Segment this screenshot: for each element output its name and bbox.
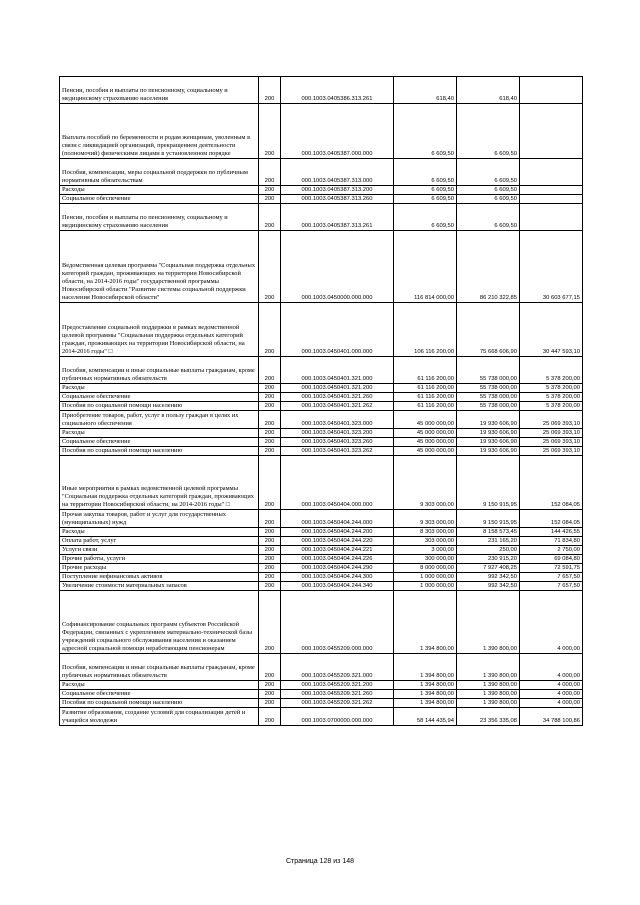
row-executed-cell: 75 668 606,90	[457, 303, 520, 357]
row-name-cell: Пособия по социальной помощи населению	[60, 699, 259, 708]
row-line-code-cell: 200	[259, 303, 281, 357]
row-name-cell: Расходы	[60, 429, 259, 438]
row-name-cell: Пособия, компенсации, меры социальной поддержки по публичным нормативным обязательствам	[60, 159, 259, 186]
row-budget-code-cell: 000.1003.0450401.321.000	[281, 357, 394, 384]
row-remaining-cell: 25 069 393,10	[520, 429, 583, 438]
row-executed-cell: 1 390 800,00	[457, 690, 520, 699]
row-name-cell: Пособия, компенсации и иные социальные выплаты гражданам, кроме публичных нормативных обязательств	[60, 357, 259, 384]
row-name-cell: Пенсии, пособия и выплаты по пенсионному, социальному и медицинскому страхованию населения	[60, 204, 259, 231]
row-line-code-cell: 200	[259, 357, 281, 384]
table-row	[60, 564, 583, 573]
row-executed-cell: 55 738 000,00	[457, 402, 520, 411]
row-executed-cell: 55 738 000,00	[457, 393, 520, 402]
row-executed-cell: 19 930 606,90	[457, 411, 520, 429]
row-approved-cell: 8 000 000,00	[394, 564, 457, 573]
row-approved-cell: 45 000 000,00	[394, 429, 457, 438]
table-row	[60, 654, 583, 681]
row-budget-code-cell: 000.1003.0700000.000.000	[281, 708, 394, 726]
table-row	[60, 537, 583, 546]
row-approved-cell: 6 609,50	[394, 159, 457, 186]
table-row	[60, 510, 583, 528]
row-name-cell: Пособия по социальной помощи населению	[60, 402, 259, 411]
row-name-cell: Социальное обеспечение	[60, 690, 259, 699]
row-line-code-cell: 200	[259, 528, 281, 537]
row-line-code-cell: 200	[259, 429, 281, 438]
row-approved-cell: 6 609,50	[394, 195, 457, 204]
table-row	[60, 528, 583, 537]
row-budget-code-cell: 000.1003.0450404.244.000	[281, 510, 394, 528]
row-remaining-cell: 4 000,00	[520, 699, 583, 708]
row-executed-cell: 250,00	[457, 546, 520, 555]
row-executed-cell: 55 738 000,00	[457, 357, 520, 384]
table-row	[60, 555, 583, 564]
table-row	[60, 393, 583, 402]
row-approved-cell: 61 116 200,00	[394, 357, 457, 384]
table-row	[60, 456, 583, 510]
row-line-code-cell: 200	[259, 555, 281, 564]
row-name-cell: Расходы	[60, 384, 259, 393]
row-name-cell: Приобретение товаров, работ, услуг в пользу граждан в целях их социального обеспечения	[60, 411, 259, 429]
row-executed-cell: 6 609,50	[457, 104, 520, 159]
page-footer	[0, 858, 640, 865]
row-line-code-cell: 200	[259, 690, 281, 699]
row-executed-cell: 8 158 573,45	[457, 528, 520, 537]
row-budget-code-cell: 000.1003.0405387.313.261	[281, 204, 394, 231]
row-executed-cell: 19 930 606,90	[457, 429, 520, 438]
row-budget-code-cell: 000.1003.0450404.244.300	[281, 573, 394, 582]
row-name-cell: Оплата работ, услуг	[60, 537, 259, 546]
row-budget-code-cell: 000.1003.0450401.323.200	[281, 429, 394, 438]
row-line-code-cell: 200	[259, 411, 281, 429]
row-executed-cell: 992 342,50	[457, 573, 520, 582]
row-approved-cell: 1 394 800,00	[394, 690, 457, 699]
row-line-code-cell: 200	[259, 195, 281, 204]
row-budget-code-cell: 000.1003.0450401.321.200	[281, 384, 394, 393]
row-line-code-cell: 200	[259, 564, 281, 573]
row-approved-cell: 1 394 800,00	[394, 654, 457, 681]
table-row	[60, 429, 583, 438]
row-line-code-cell: 200	[259, 447, 281, 456]
row-name-cell: Ведомственная целевая программа "Социальная поддержка отдельных категорий граждан, проживающих на территории Новосибирской области, на 2014-2016 годы" государственной программы Новосибирской области "Развитие системы социальной поддержки населения Новосибирской области"	[60, 231, 259, 303]
row-executed-cell: 618,40	[457, 77, 520, 104]
row-executed-cell: 9 150 915,95	[457, 456, 520, 510]
row-name-cell: Выплата пособий по беременности и родам женщинам, уволенным в связи с ликвидацией организаций, прекращением деятельности (полномочий) физическими лицами в установленном порядке	[60, 104, 259, 159]
row-line-code-cell: 200	[259, 384, 281, 393]
row-approved-cell: 3 000,00	[394, 546, 457, 555]
row-budget-code-cell: 000.1003.0450401.321.260	[281, 393, 394, 402]
row-approved-cell: 61 116 200,00	[394, 384, 457, 393]
page-number: Страница 128 из 148	[285, 858, 355, 865]
row-remaining-cell	[520, 204, 583, 231]
table-row	[60, 411, 583, 429]
row-remaining-cell	[520, 77, 583, 104]
table-row	[60, 186, 583, 195]
row-budget-code-cell: 000.1003.0450404.244.221	[281, 546, 394, 555]
row-name-cell: Социальное обеспечение	[60, 195, 259, 204]
table-row	[60, 402, 583, 411]
row-line-code-cell: 200	[259, 456, 281, 510]
row-remaining-cell: 7 657,50	[520, 573, 583, 582]
row-remaining-cell	[520, 195, 583, 204]
row-approved-cell: 8 303 000,00	[394, 528, 457, 537]
row-remaining-cell: 4 000,00	[520, 654, 583, 681]
row-approved-cell: 58 144 435,94	[394, 708, 457, 726]
row-approved-cell: 1 394 800,00	[394, 699, 457, 708]
row-approved-cell: 6 609,50	[394, 204, 457, 231]
row-name-cell: Предоставление социальной поддержки в рамках ведомственной целевой программы "Социальная поддержка отдельных категорий граждан, проживающих на территории Новосибирской области, на 2014-2016 годы" □	[60, 303, 259, 357]
row-line-code-cell: 200	[259, 231, 281, 303]
row-remaining-cell: 152 084,05	[520, 510, 583, 528]
row-budget-code-cell: 000.1003.0405387.313.260	[281, 195, 394, 204]
row-budget-code-cell: 000.1003.0405387.313.200	[281, 186, 394, 195]
row-line-code-cell: 200	[259, 681, 281, 690]
row-line-code-cell: 200	[259, 204, 281, 231]
row-approved-cell: 303 000,00	[394, 537, 457, 546]
row-executed-cell: 1 390 800,00	[457, 681, 520, 690]
row-remaining-cell: 144 426,55	[520, 528, 583, 537]
row-budget-code-cell: 000.1003.0455209.321.200	[281, 681, 394, 690]
row-remaining-cell: 152 084,05	[520, 456, 583, 510]
row-name-cell: Услуги связи	[60, 546, 259, 555]
table-row	[60, 303, 583, 357]
table-row	[60, 104, 583, 159]
row-line-code-cell: 200	[259, 654, 281, 681]
row-remaining-cell: 5 378 200,00	[520, 357, 583, 384]
table-row	[60, 582, 583, 591]
row-budget-code-cell: 000.1003.0450401.000.000	[281, 303, 394, 357]
row-executed-cell: 992 342,50	[457, 582, 520, 591]
table-row	[60, 708, 583, 726]
row-remaining-cell: 5 378 200,00	[520, 384, 583, 393]
row-name-cell: Прочая закупка товаров, работ и услуг для государственных (муниципальных) нужд	[60, 510, 259, 528]
row-approved-cell: 9 303 000,00	[394, 456, 457, 510]
table-row	[60, 438, 583, 447]
row-name-cell: Прочие работы, услуги	[60, 555, 259, 564]
row-approved-cell: 1 000 000,00	[394, 573, 457, 582]
row-name-cell: Расходы	[60, 681, 259, 690]
table-row	[60, 357, 583, 384]
row-line-code-cell: 200	[259, 546, 281, 555]
row-executed-cell: 231 165,20	[457, 537, 520, 546]
table-row	[60, 699, 583, 708]
row-line-code-cell: 200	[259, 591, 281, 654]
row-line-code-cell: 200	[259, 708, 281, 726]
row-executed-cell: 7 927 408,25	[457, 564, 520, 573]
table-row	[60, 77, 583, 104]
row-line-code-cell: 200	[259, 699, 281, 708]
row-executed-cell: 1 390 800,00	[457, 654, 520, 681]
table-row	[60, 195, 583, 204]
row-budget-code-cell: 000.1003.0450401.323.000	[281, 411, 394, 429]
row-line-code-cell: 200	[259, 159, 281, 186]
row-remaining-cell: 30 447 593,10	[520, 303, 583, 357]
row-line-code-cell: 200	[259, 537, 281, 546]
row-remaining-cell: 30 603 677,15	[520, 231, 583, 303]
row-name-cell: Поступление нефинансовых активов	[60, 573, 259, 582]
row-remaining-cell: 25 069 393,10	[520, 447, 583, 456]
row-remaining-cell: 7 657,50	[520, 582, 583, 591]
row-name-cell: Софинансирование социальных программ субъектов Российской Федерации, связанных с укреплением материально-технической базы учреждений социального обслуживания населения и оказанием адресной социальной помощи неработающим пенсионерам	[60, 591, 259, 654]
row-line-code-cell: 200	[259, 573, 281, 582]
row-remaining-cell: 25 069 393,10	[520, 411, 583, 429]
row-name-cell: Пособия, компенсации и иные социальные выплаты гражданам, кроме публичных нормативных обязательств	[60, 654, 259, 681]
row-line-code-cell: 200	[259, 186, 281, 195]
table-row	[60, 591, 583, 654]
row-executed-cell: 1 390 800,00	[457, 591, 520, 654]
row-executed-cell: 19 930 606,90	[457, 447, 520, 456]
row-remaining-cell: 69 084,80	[520, 555, 583, 564]
row-budget-code-cell: 000.1003.0450404.244.226	[281, 555, 394, 564]
row-name-cell: Социальное обеспечение	[60, 438, 259, 447]
row-budget-code-cell: 000.1003.0450404.244.340	[281, 582, 394, 591]
row-line-code-cell: 200	[259, 77, 281, 104]
row-remaining-cell: 71 834,80	[520, 537, 583, 546]
row-line-code-cell: 200	[259, 393, 281, 402]
table-row	[60, 681, 583, 690]
row-executed-cell: 6 609,50	[457, 204, 520, 231]
row-remaining-cell	[520, 104, 583, 159]
row-approved-cell: 61 116 200,00	[394, 393, 457, 402]
row-line-code-cell: 200	[259, 582, 281, 591]
row-approved-cell: 1 394 800,00	[394, 681, 457, 690]
table-row	[60, 159, 583, 186]
row-executed-cell: 9 150 915,95	[457, 510, 520, 528]
row-name-cell: Социальное обеспечение	[60, 393, 259, 402]
row-budget-code-cell: 000.1003.0455209.000.000	[281, 591, 394, 654]
row-budget-code-cell: 000.1003.0450401.323.262	[281, 447, 394, 456]
row-remaining-cell	[520, 159, 583, 186]
row-executed-cell: 1 390 800,00	[457, 699, 520, 708]
row-remaining-cell: 72 591,75	[520, 564, 583, 573]
row-budget-code-cell: 000.1003.0450401.321.262	[281, 402, 394, 411]
row-name-cell: Расходы	[60, 528, 259, 537]
row-budget-code-cell: 000.1003.0450000.000.000	[281, 231, 394, 303]
row-budget-code-cell: 000.1003.0450404.244.200	[281, 528, 394, 537]
row-budget-code-cell: 000.1003.0450401.323.260	[281, 438, 394, 447]
row-remaining-cell: 5 378 200,00	[520, 402, 583, 411]
row-budget-code-cell: 000.1003.0450404.244.290	[281, 564, 394, 573]
row-executed-cell: 86 210 322,85	[457, 231, 520, 303]
row-executed-cell: 230 915,20	[457, 555, 520, 564]
row-line-code-cell: 200	[259, 438, 281, 447]
row-approved-cell: 45 000 000,00	[394, 438, 457, 447]
budget-table-body	[60, 77, 583, 726]
row-budget-code-cell: 000.1003.0405387.313.000	[281, 159, 394, 186]
row-budget-code-cell: 000.1003.0405386.313.261	[281, 77, 394, 104]
row-budget-code-cell: 000.1003.0455209.321.260	[281, 690, 394, 699]
row-approved-cell: 6 609,50	[394, 104, 457, 159]
row-approved-cell: 1 394 800,00	[394, 591, 457, 654]
table-row	[60, 204, 583, 231]
row-name-cell: Пенсии, пособия и выплаты по пенсионному, социальному и медицинскому страхованию населения	[60, 77, 259, 104]
row-name-cell: Прочие расходы	[60, 564, 259, 573]
row-line-code-cell: 200	[259, 104, 281, 159]
row-approved-cell: 116 814 000,00	[394, 231, 457, 303]
budget-table	[59, 76, 583, 726]
row-name-cell: Пособия по социальной помощи населению	[60, 447, 259, 456]
row-budget-code-cell: 000.1003.0450404.244.220	[281, 537, 394, 546]
row-line-code-cell: 200	[259, 402, 281, 411]
row-name-cell: Развитие образования, создание условий для социализации детей и учащейся молодежи	[60, 708, 259, 726]
row-remaining-cell: 4 000,00	[520, 681, 583, 690]
row-budget-code-cell: 000.1003.0455209.321.000	[281, 654, 394, 681]
row-name-cell: Увеличение стоимости материальных запасов	[60, 582, 259, 591]
row-approved-cell: 1 000 000,00	[394, 582, 457, 591]
row-remaining-cell: 25 069 393,10	[520, 438, 583, 447]
row-remaining-cell: 4 000,00	[520, 690, 583, 699]
table-row	[60, 690, 583, 699]
row-executed-cell: 6 609,50	[457, 195, 520, 204]
table-row	[60, 546, 583, 555]
row-remaining-cell: 5 378 200,00	[520, 393, 583, 402]
row-approved-cell: 45 000 000,00	[394, 411, 457, 429]
row-executed-cell: 19 930 606,90	[457, 438, 520, 447]
table-row	[60, 231, 583, 303]
row-executed-cell: 6 609,50	[457, 159, 520, 186]
row-approved-cell: 300 000,00	[394, 555, 457, 564]
row-budget-code-cell: 000.1003.0455209.321.262	[281, 699, 394, 708]
row-budget-code-cell: 000.1003.0405387.000.000	[281, 104, 394, 159]
table-row	[60, 447, 583, 456]
row-approved-cell: 9 303 000,00	[394, 510, 457, 528]
row-approved-cell: 45 000 000,00	[394, 447, 457, 456]
row-remaining-cell: 34 788 100,86	[520, 708, 583, 726]
row-name-cell: Расходы	[60, 186, 259, 195]
row-remaining-cell	[520, 186, 583, 195]
row-approved-cell: 106 116 200,00	[394, 303, 457, 357]
row-approved-cell: 618,40	[394, 77, 457, 104]
row-approved-cell: 61 116 200,00	[394, 402, 457, 411]
table-row	[60, 573, 583, 582]
table-row	[60, 384, 583, 393]
row-name-cell: Иные мероприятия в рамках ведомственной целевой программы "Социальная поддержка отдельных категорий граждан, проживающих на территории Новосибирской области, на 2014-2016 годы" □	[60, 456, 259, 510]
row-line-code-cell: 200	[259, 510, 281, 528]
row-remaining-cell: 2 750,00	[520, 546, 583, 555]
row-remaining-cell: 4 000,00	[520, 591, 583, 654]
row-approved-cell: 6 609,50	[394, 186, 457, 195]
row-executed-cell: 23 356 335,08	[457, 708, 520, 726]
row-budget-code-cell: 000.1003.0450404.000.000	[281, 456, 394, 510]
row-executed-cell: 55 738 000,00	[457, 384, 520, 393]
row-executed-cell: 6 609,50	[457, 186, 520, 195]
